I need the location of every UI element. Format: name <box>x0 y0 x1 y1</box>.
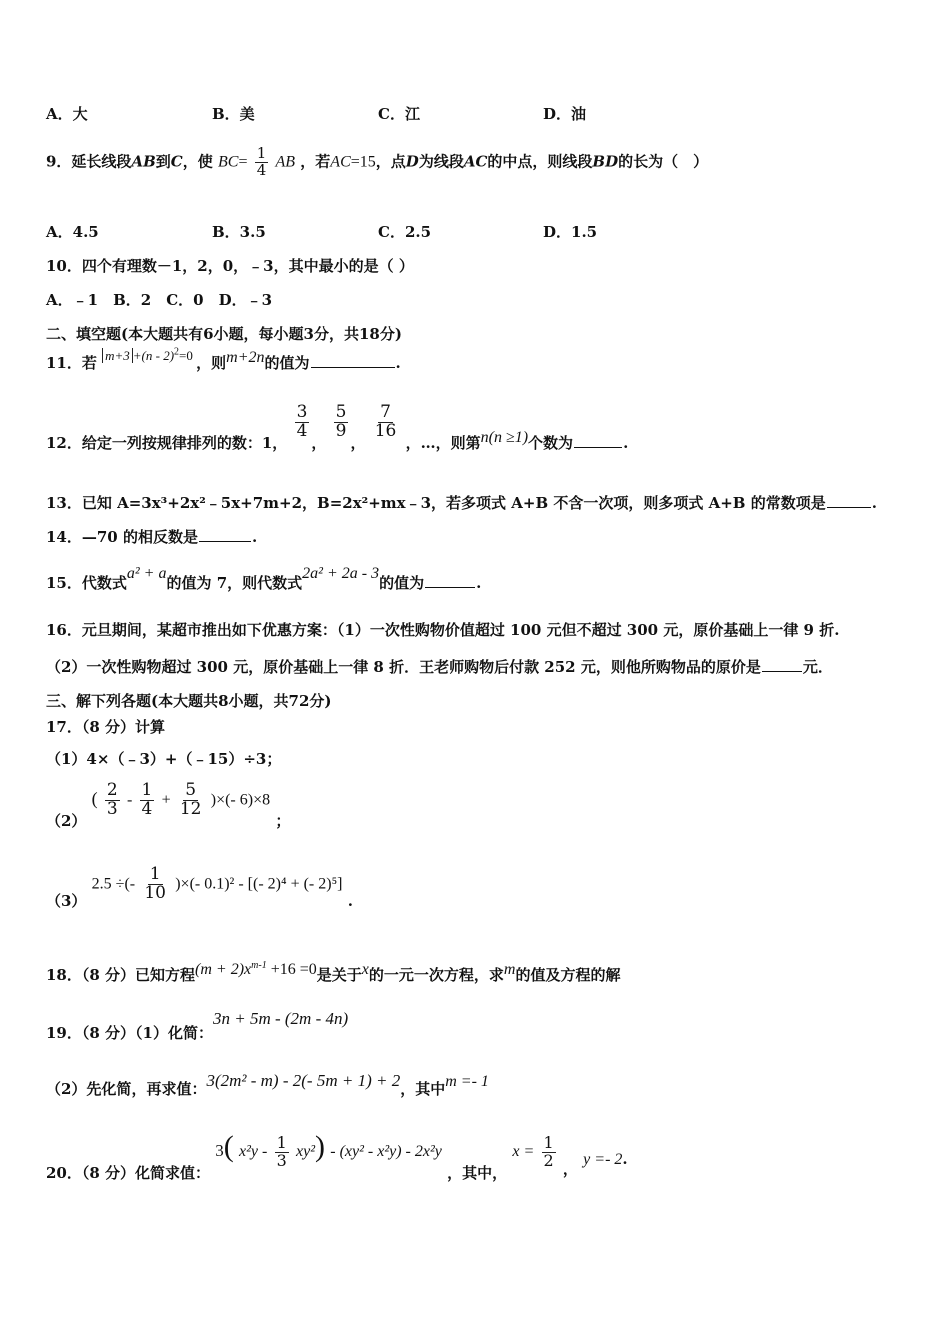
question-19-part-2: （2）先化简，再求值：3(2m² - m) - 2(- 5m + 1) + 2，其中m =- 1 <box>46 1071 489 1098</box>
q8-option-d: D．油 <box>543 105 587 123</box>
question-9: 9．延长线段AB到C，使 BC= $\frac{1}{4}$ AB ，若AC=15，点D为线段AC的中点，则线段BD的长为（ ） <box>46 144 709 179</box>
question-17-part-3: （3） 2.5 ÷(- $\frac{1}{10}$ )×(- 0.1)² - [(- 2)⁴ + (- 2)⁵] . <box>46 864 353 911</box>
q15-answer-blank[interactable] <box>425 586 475 588</box>
q12-answer-blank[interactable] <box>574 446 622 448</box>
question-14: 14．—70 的相反数是 . <box>46 528 258 546</box>
question-16-line-2: （2）一次性购物超过 300 元，原价基础上一律 8 折．王老师购物后付款 252 元，则他所购物品的原价是 元． <box>46 658 833 676</box>
question-13: 13．已知 A=3x³+2x²﹣5x+7m+2，B=2x²+mx﹣3，若多项式 A+B 不含一次项，则多项式 A+B 的常数项是 . <box>46 494 877 512</box>
q9-option-d: D．1.5 <box>543 223 598 241</box>
q8-option-c: C．江 <box>378 105 420 123</box>
question-19-part-1: 19．（8 分）（1）化简：3n + 5m - (2m - 4n) <box>46 1009 349 1042</box>
question-17-part-2: （2） ( $\frac{2}{3}$ - $\frac{1}{4}$ + $\frac{5}{12}$ )×(- 6)×8 ； <box>46 780 291 831</box>
q8-option-b: B．美 <box>212 105 255 123</box>
q9-option-b: B．3.5 <box>212 223 266 241</box>
section-3-title: 三、解下列各题(本大题共8小题，共72分) <box>46 692 332 710</box>
question-15: 15．代数式a² + a的值为 7，则代数式2a² + 2a - 3的值为 . <box>46 565 482 592</box>
q13-answer-blank[interactable] <box>827 506 871 508</box>
q8-option-a: A．大 <box>46 105 88 123</box>
question-17-part-1: （1）4×（﹣3）+（﹣15）÷3； <box>46 750 282 768</box>
q9-option-a: A．4.5 <box>46 223 99 241</box>
q14-answer-blank[interactable] <box>199 540 251 542</box>
question-11: 11．若 m+3 +(n - 2)$^2$=0 ，则m+2n的值为 . <box>46 346 401 372</box>
question-12: 12．给定一列按规律排列的数：1， $\frac{3}{4}$ ， $\frac{5}{9}$ ， $\frac{7}{16}$ ，…，则第n(n ≥1)个数为 . <box>46 402 629 453</box>
q9-option-c: C．2.5 <box>378 223 432 241</box>
q16-answer-blank[interactable] <box>762 670 802 672</box>
q9-fraction: $\frac{1}{4}$ <box>256 144 267 179</box>
question-10-options: A．﹣1 B．2 C．0 D．﹣3 <box>46 291 273 309</box>
q11-answer-blank[interactable] <box>311 366 395 368</box>
question-20: 20．（8 分）化简求值： 3( x²y - $\frac{1}{3}$ xy²) - (xy² - x²y) - 2x²y ，其中， x = $\frac{1}{2}$ ， y =- 2. <box>46 1130 628 1182</box>
section-2-title: 二、填空题(本大题共有6小题，每小题3分，共18分) <box>46 325 402 343</box>
question-17-title: 17．（8 分）计算 <box>46 718 166 736</box>
question-18: 18．（8 分）已知方程$(m + 2)x^{m-1} +16 =0$是关于x的一元一次方程，求m的值及方程的解 <box>46 960 621 984</box>
question-10: 10．四个有理数－1，2，0，﹣3，其中最小的是（ ） <box>46 257 414 275</box>
question-16-line-1: 16．元旦期间，某超市推出如下优惠方案：（1）一次性购物价值超过 100 元但不超过 300 元，原价基础上一律 9 折. <box>46 621 840 639</box>
